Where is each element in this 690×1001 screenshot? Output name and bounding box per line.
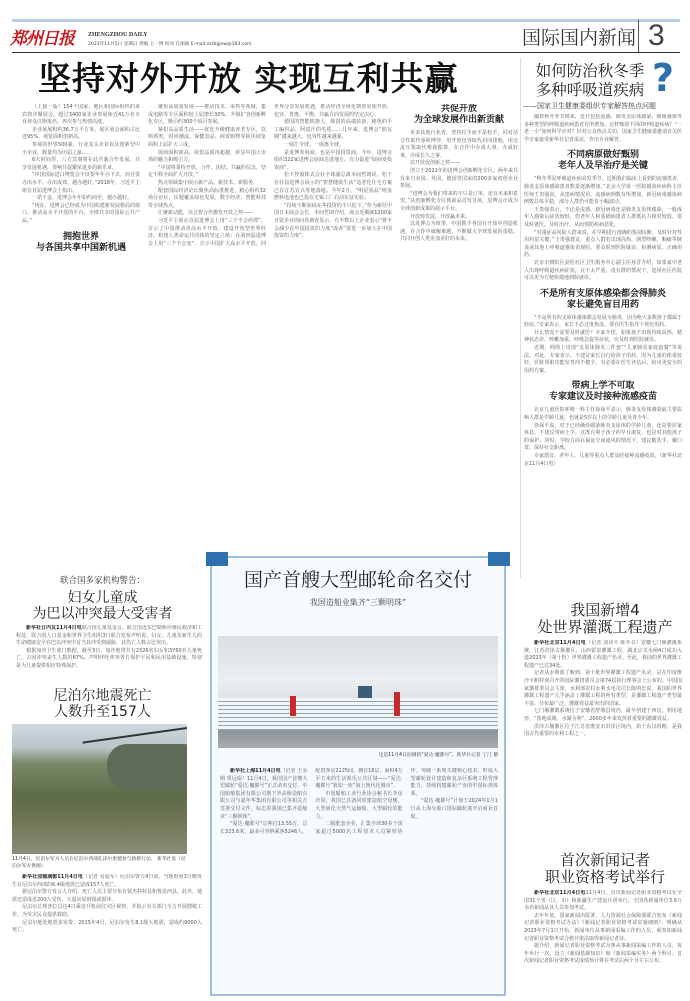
health-subtitle: ——国家卫生健康委组织专家解答热点问题 bbox=[523, 102, 656, 110]
paragraph: 以开放促创新之势—— bbox=[410, 160, 461, 167]
photo-credit: 新华社发（尼泊尔军方供图） bbox=[12, 857, 186, 869]
nepal-photo-caption: 11月4日，尼泊尔军方人员在尼泊尔西部扎泽尔果德参与救援行动。 新华社发（尼泊尔军方供图） bbox=[12, 857, 186, 869]
paragraph: 6天时间里，八方宾朋将在此共襄合作发展，共享发展机遇，奏响共促繁荣进步的新乐章。 bbox=[22, 157, 140, 171]
paragraph: 德国的智能机器人、韩国的高端装备、秘鲁的手工编织品、阿富汗的毛毯……几年来，进博会“朋友圈”越来越大，包容性越来越强。 bbox=[274, 119, 392, 141]
rotor-shape bbox=[82, 726, 187, 743]
un-headline: 妇女儿童成 为巴以冲突最大受害者 bbox=[32, 590, 173, 622]
paragraph: 开放铸发展，开放赢未来。 bbox=[410, 213, 471, 220]
ship-funnel-shape bbox=[358, 686, 372, 698]
proofreader: 校对 孔丽丽 bbox=[164, 42, 190, 47]
paragraph: 聚焦高质量发展——推动技术、零售等领域，集成电路等专区面积较上届增长30%，升级扩容创新孵化专区，吸引约300个项目参展。 bbox=[148, 104, 266, 126]
frame-corner bbox=[488, 552, 510, 566]
paragraph: 徐保平说，对于已经确诊感染肺炎支原体的学龄儿童，还是要居家休息，不建议带病上学。这既有利于孩子的早日康复，也是对其他孩子的保护。同时，学校方面在保证空间通风的情况下，建议勤洗手、戴口罩，保持社交距离。 bbox=[524, 422, 682, 452]
paragraph: 习近平主席在首届进博会上用“三个不会停滞”，宣示了中国推动更高水平开放、建设开放型世界经济、构建人类命运共同体的坚定立场；在第四届进博会上用“三个不会变”，宣示中国扩大高水平开放，同世界分享发展机遇，推动经济全球化朝着更加开放、包容、普惠、平衡、共赢方向发展的坚定决心。 bbox=[148, 104, 392, 247]
paragraph: 是进博参展商，也是中国投资商。今年，进博会组织322家进博会展商走进地方，有力促进“展商变投资商”。 bbox=[274, 149, 392, 171]
paragraph: 松下控股株式会社全球副总裁本间哲朗说，松下在往届进博会展示的“智慧健康生活”适老化住宅方案已在江苏宜兴等地落地。今年2月，“明星展品”纯氢燃料电池也已投在无锡工厂启动实证实验。 bbox=[274, 172, 392, 202]
paragraph: “对重症高风险人群来说，在早期进行准确的鉴别诊断，及时针对性用药很关键。”王贵强建议，重点人群若出现高热、剧烈咳嗽、咽痛等肺炎或其他上呼吸道感染表现时，要及时到医院就诊，检测病原，正确用药。 bbox=[524, 229, 682, 259]
helicopter-shape bbox=[107, 744, 187, 789]
un-kicker: 联合国多家机构警告： bbox=[59, 576, 145, 586]
paragraph: “持续不断加码在华投资的不只松下。”作为新任中国日本商会会长，本间哲朗介绍，商会近期就1200家日资企业的问卷调查显示，有半数以上企业表示“将不会减少在中国投资的力度”或者“要进一步加大在中国投资的力度”。 bbox=[274, 202, 392, 240]
subheading: 不同病原做好甄别 老年人及早治疗是关键 bbox=[557, 150, 648, 172]
cruise-article-body: 新华社上海11月4日电（记者 王永刚 贾远琨）11月4日，我国国产首艘大型邮轮“爱达·魔都号”正式命名交付。中国船舶集团有限公司旗下外高桥造船有限公司与嘉年华集团有限公司等相关方签署交付文件，标志着我国已集齐造船业“三颗明珠”。 “爱达·魔都号”总吨位13.55万，总长323.6米，最多可容纳乘客5246人，配置客房2125间，拥有16层，面积4万平方米的生活娱乐公共区域——“爱达·魔都号”犹如一座“海上现代化城市”。 中国船舶工业行业协会秘书长李彦庆说，我国已具备同时建造航空母舰、大型液化天然气运输船、大型邮轮的能力。 二级配套企业，汇集全球30多个国家超过5000名工程技术人员紧密协作，突破一系列关键核心技术，形成大型邮轮设计建造和复杂巨系统工程管理能力，持续构建邮轮产业的中国标准体系。 “爱达·魔都号”计划于2024年1月1日从上海吴淞口国际邮轮港开启商业首航。 bbox=[220, 768, 498, 835]
page-number: 3 bbox=[638, 20, 665, 52]
top-rule bbox=[12, 19, 680, 22]
newspaper-logo: 郑州日报 bbox=[10, 29, 74, 49]
paragraph: 专家建议，老年人、儿童等重点人群及时接种流感疫苗。（新华社北京11月4日电） bbox=[524, 453, 682, 467]
irrigation-article-body: 新华社北京11月4日电（记者 刘诗平 陈冬书）安徽七门堰灌溉系统、江苏洪泽古堰灌区、山西霍泉灌溉工程、湖北宗关水闸4日成功入选2023年（第十批）世界灌溉工程遗产名录。至此，我国的世界灌溉工程遗产已达34处。 记者从水利部了解到，第十批世界灌溉工程遗产名录，是在印度维沙卡帕特南召开的国际灌排委员会第74届执行理事会上公布的。中国国家灌排委员会主席、水利部农村水利水电司司长陈明忠说，我国的世界灌溉工程遗产几乎涵盖了灌溉工程的所有类型，是灌溉工程遗产类型最丰富、分布最广泛、灌溉效益最突出的国家。 七门堰灌溉系统位于安徽省舒城县境内，最早创建于西汉，利用地形，“凿地成堰，水聚为利”，2000多年来发挥着重要的灌溉效益。 洪泽古堰灌区位于江苏省淮安市洪泽区境内，始于东汉时期，是我国古代重要的水利工程之一。 bbox=[524, 640, 682, 738]
paragraph: 北京市朝阳区劲松社区卫生服务中心副主任孙晋介绍，如果家中老人出现呼吸道疾病症状，在不太严重、没有群的情况下，选择社区医院可以更为方便快捷地到院就诊。 bbox=[524, 259, 682, 282]
paragraph: 汇聚新动能，以合智合作激发开放之势—— bbox=[158, 210, 254, 217]
cruise-photo-caption: 这是11月4日拍摄的“爱达·魔都号”。新华社记者 丁汀 摄 bbox=[378, 753, 498, 758]
lead-headline: 坚持对外开放 实现互利共赢 bbox=[38, 59, 459, 98]
nepal-article-body: 新华社加德满都11月4日电（记者 易爱军）尼泊尔警方4日说，当地时间3日晚发生在尼泊尔西部的6.4级地震已造成157人死亡。 据尼泊尔警方发言人介绍，死亡人员主要分布在贾杰科特县和鲁昆西县。此外，地震还造成近200人受伤，大量房屋倒塌或损坏。 尼泊尔总理普拉昌达4日乘直升机前往灾区视察，并指示有关部门全力开展搜救工作，为受灾民众提供救助。 尼泊尔地处地震多发带。2015年4月，尼泊尔发生8.1级大地震，造成约9000人死亡。 bbox=[12, 874, 202, 934]
paragraph: 什么情况下需要及时就医？专家介绍，如果孩子出现持续高热、精神状态差、咳嗽加重、呼吸急促等症状，应及时到医院就诊。 bbox=[524, 329, 682, 344]
nepal-headline: 尼泊尔地震死亡 人数升至157人 bbox=[53, 688, 152, 720]
paragraph: 北京儿童医院呼吸一科主任徐保平表示，肺炎支原体感染最主要影响人群是学龄儿童，也就是5岁以上的学龄儿童及青少年。 bbox=[524, 407, 682, 422]
paragraph: 企业展展积约36.7万平方米，展区展会面积占比近95%，展览面积创新高。 bbox=[22, 126, 140, 141]
paragraph: 参展的世界500强、行业龙头企业以及创新型中小企业，数量均为历届之最…… bbox=[22, 141, 140, 156]
paragraph: （上接一版）154个国家、地区和国际组织的来宾将齐聚展会，超过3400家企业参展和近41万名专业观众注册报名，再次参与热情高涨。 bbox=[22, 104, 140, 126]
paragraph: “不是所有的支原体感染都会发展为肺炎，因为绝大多数孩子都属于轻症。”专家表示，家长不必过度焦虑，要在医生指导下规范用药。 bbox=[524, 314, 682, 329]
cruise-headline: 国产首艘大型邮轮命名交付 bbox=[243, 569, 472, 591]
subheading: 不是所有支原体感染都会得肺炎 家长避免盲目用药 bbox=[539, 288, 666, 310]
paragraph: 紧扣高品质生活——优化升级健康养老专区，饮料酒类、时尚潮流、保健食品、商贸购物等板块展览面积上届扩大三成。 bbox=[148, 126, 266, 148]
health-headline: 如何防治秋冬季 多种呼吸道疾病 bbox=[535, 62, 645, 99]
exam-headline: 首次新闻记者 职业资格考试举行 bbox=[544, 851, 665, 886]
frame-corner bbox=[206, 552, 228, 566]
paragraph: 随着秋冬季节到来，近日包括流感、肺炎支原体感染、细菌感染等多种类型的呼吸道疾病患者有所增加。怎样甄别不同的呼吸道疾病？“一老一小”如何科学应对？针对公众热点关切，国家卫生健康委邀请有关医学专家接受新华社记者采访，作出专业解答。 bbox=[524, 114, 682, 143]
subheading: 共促开放 为全球发展作出新贡献 bbox=[413, 104, 504, 125]
cruise-ship-photo bbox=[218, 636, 498, 748]
ship-hull-shape bbox=[218, 698, 498, 730]
health-article-body bbox=[524, 114, 682, 584]
dateline: 新华社北京11月4日电 bbox=[534, 640, 586, 646]
dateline: 新华社上海11月4日电 bbox=[230, 768, 281, 774]
editor: 责编 王一博 bbox=[138, 42, 164, 47]
paragraph: 近期，网络上出现“支原体肺炎三件套”“儿童肺炎家庭套餐”等说法。对此，专家表示，不建议家长自行给孩子用药，因为儿童的体重较轻，肝脏肾脏功能发育尚不健全，有必要在医生评估后，给出更安全的用药方案。 bbox=[524, 345, 682, 374]
irrigation-headline: 我国新增4 处世界灌溉工程遗产 bbox=[537, 601, 673, 636]
paragraph: 以进博会为纽带，中国携手各国在开放中创造机遇，在合作中破解难题，不断做大全球发展的蛋糕，共同开创人类更加美好的未来。 bbox=[400, 221, 518, 243]
issue-date: 2023年11月5日 星期日 bbox=[88, 42, 138, 47]
column-divider bbox=[520, 58, 521, 578]
email[interactable]: E-mail:zzrbgjxw@163.com bbox=[190, 42, 252, 47]
paragraph: 更多其他行业者，坚持拉手而不是松手，同对话合作取代零和博弈，用开放包容取代封闭排他，用交流互鉴取代唯我独尊，在合作中办成大事，办成好事，办成长久之事。 bbox=[400, 130, 518, 159]
dateline: 新华社日内瓦11月4日电 bbox=[26, 625, 82, 631]
lead-article-body bbox=[22, 104, 518, 554]
paragraph: “中国国际进口博览会不仅要年年办下去，而且要办出水平、办出成效、越办越好。”2018年，习近平主席在首届进博会上指出。 bbox=[22, 172, 140, 194]
exam-article-body: 新华社北京11月4日电11月4日，首次新闻记者职业资格考试在全国31个省（区、市）和新疆生产建设兵团举行，全国各新闻单位3.9万余名新闻从业人员参加考试。 去年年底，国家新闻出版署、人力资源社会保障部联合发布《新闻记者职业资格考试办法》《新闻记者职业资格考试实施细则》，明确从2023年7月1日开始，新闻单位从事新闻采编工作的人员，须参加新闻记者职业资格考试合格并依法取得新闻记者证。 据介绍，新闻记者职业资格考试为条从事新闻采编工作的人员，每年举行一次，设立《新闻基础知识》和《新闻采编实务》两个科目。首次新闻记者职业资格考试成绩预计将在考试后两个月左右公布。 bbox=[524, 890, 682, 965]
paragraph: 配套国际经济论坛聚焦高标准推进，精心组织32场分论坛，议题覆盖绿色发展、数字经济、智能科技等全球热点。 bbox=[148, 187, 266, 209]
masthead-rule bbox=[12, 52, 680, 53]
paragraph: 王贵强表示，不论是流感、新冠病毒还是肺炎支原体感染，一般成年人感染后症状较轻，但老年人和基础病患者人群抵抗力相对较弱，要及时就医，及时治疗，从而预防疾病恶化。 bbox=[524, 206, 682, 228]
paragraph: 一诺千金，进博会年年如约而至，越办越好。 bbox=[32, 195, 133, 202]
newspaper-english-name: ZHENGZHOU DAILY bbox=[88, 32, 148, 38]
flag-banner-shape bbox=[394, 692, 400, 716]
nepal-rescue-photo bbox=[12, 724, 187, 854]
cruise-subtitle: 我国造船业集齐“三颗明珠” bbox=[309, 598, 407, 607]
paragraph: “中国将秉持开放、合作、团结、共赢的信念，坚定不移全面扩大开放。” bbox=[148, 164, 266, 179]
paragraph: 创立于2021年的进博会创新孵化专区，两年来共有来自美国、英国、德国等国家的200多家初创企业参展。 bbox=[400, 167, 518, 190]
dateline: 新华社北京11月4日电 bbox=[534, 890, 586, 896]
paragraph: “秋冬季是呼吸道疾病高发季节，近期我们临床上看到的流感患者、肺炎支原体感染患者数量逐渐增加。”北京大学第一医院感染疾病科主任医师王贵强说，从患病情况看，流感病例数有所增加，新冠病毒感染病例数总体平稳，部分人群仍可能有小幅波动。 bbox=[524, 176, 682, 206]
issue-info bbox=[88, 42, 252, 48]
paragraph: 热点领域集中展示新产品、新技术、新服务。 bbox=[158, 179, 259, 186]
dateline: 新华社加德满都11月4日电 bbox=[22, 874, 83, 880]
paragraph: 一展汇全球，一展惠全球。 bbox=[284, 141, 345, 148]
section-title: 国际国内新闻 bbox=[522, 27, 637, 49]
paragraph: 展商面积新高，展览品质再超越，彰显中国大市场的魅力和吸引力。 bbox=[148, 149, 266, 164]
question-mark-icon: ? bbox=[652, 56, 675, 100]
paragraph: “进博会为我们带来的不只是订单，还有未来和希望。”从创新孵化专区到新品首发首展，进博会正成为全球创新成果的展示平台。 bbox=[400, 190, 518, 212]
paragraph: “现在，进博会已经成为中国构建新发展格局的窗口、推动高水平开放的平台、全球共享的国际公共产品。” bbox=[22, 202, 140, 224]
subheading: 带病上学不可取 专家建议及时接种流感疫苗 bbox=[548, 381, 657, 403]
flag-banner-shape bbox=[290, 696, 296, 716]
un-article-body: 新华社日内瓦11月4日电联合国儿童基金会、联合国近东巴勒斯坦难民救济和工程处、联合国人口基金和世界卫生组织3日联合发布声明说，妇女、儿童及新生儿的生命健康安全在巴以冲突中首当其冲受到威胁，其伤亡人数占比突出。 根据加沙卫生部门数据，截至3日，加沙地带共有2326名妇女和3760名儿童死亡，占因冲突丧生人数的67%。声明呼吁冲突各方保护平民和民用基础设施，特别是为儿童提供相应特殊保护。 bbox=[16, 625, 202, 669]
subheading: 拥抱世界 与各国共享中国新机遇 bbox=[35, 231, 126, 253]
